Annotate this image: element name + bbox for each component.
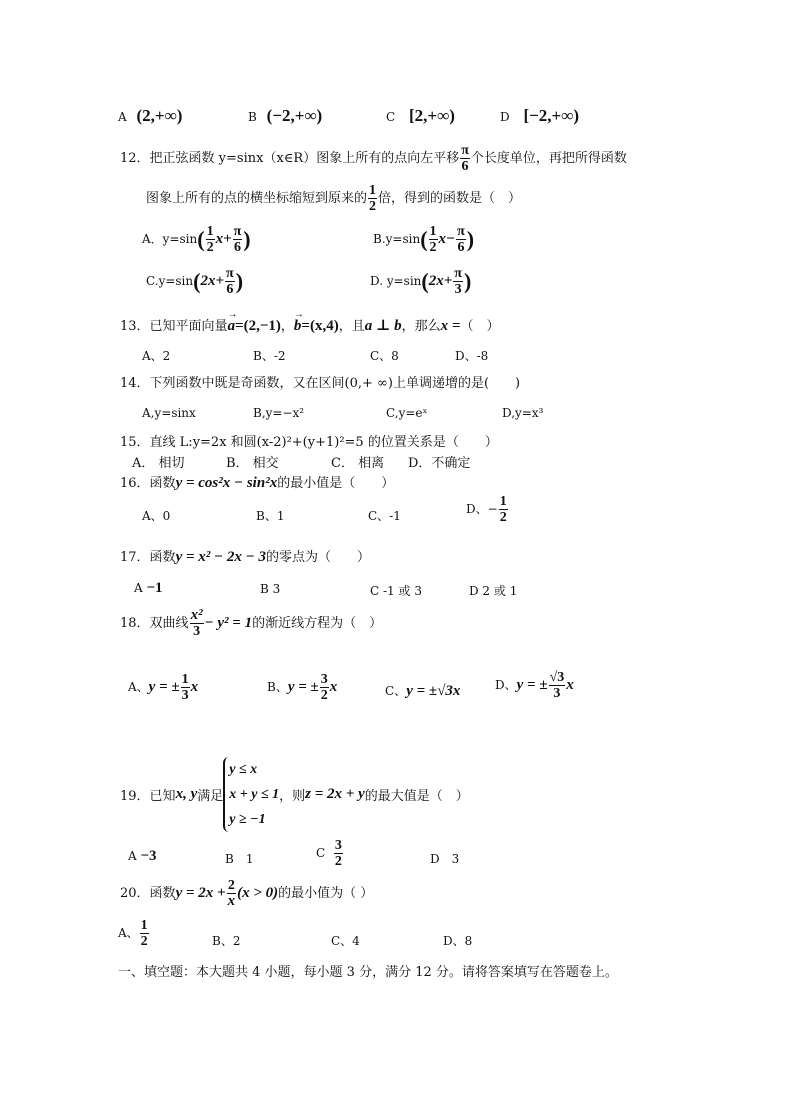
q17-option-a: A −1 — [134, 580, 163, 596]
q14-option-a: A,y=sinx — [142, 406, 196, 420]
q19-option-d: D 3 — [430, 852, 460, 866]
question-number: 12． — [120, 151, 150, 166]
q19-option-c: C $\frac{3}{2}$ — [316, 838, 342, 869]
q12-option-d: D. y=sin(2x+ $\frac{\pi}{3}$ ) — [370, 266, 472, 297]
q15-option-d: D．不确定 — [408, 456, 471, 471]
q20-option-b: B、2 — [212, 934, 241, 948]
question-text: 倍，得到的函数是（ ） — [378, 191, 522, 206]
option-expr: [2,+∞) — [409, 106, 455, 125]
q15-option-c: C． 相离 — [331, 456, 385, 471]
q12-stem-line2 — [146, 183, 521, 214]
q17-option-b: B 3 — [260, 582, 281, 596]
q11-option-b — [248, 106, 322, 126]
constraint-system: y ≤ x x + y ≤ 1 y ≥ −1 — [223, 757, 279, 832]
q20-option-c: C、4 — [331, 934, 360, 948]
question-text: 图象上所有的点的横坐标缩短到原来的 — [146, 191, 368, 206]
q17-stem: 17．函数y = x² − 2x − 3的零点为（ ） — [120, 549, 370, 565]
q14-option-b: B,y=−x² — [253, 406, 305, 420]
q16-option-a: A、0 — [142, 509, 171, 523]
q16-option-d: D、− $\frac{1}{2}$ — [466, 494, 507, 525]
q16-option-c: C、-1 — [368, 509, 401, 523]
q20-option-d: D、8 — [443, 934, 473, 948]
section-heading-fill-in: 一、填空题：本大题共 4 小题，每小题 3 分，满分 12 分。请将答案填写在答题卷上。 — [118, 965, 618, 980]
option-label: C — [386, 110, 396, 124]
option-label: D — [500, 110, 510, 124]
q16-stem: 16．函数y = cos²x − sin²x的最小值是（ ） — [120, 475, 395, 491]
q19-stem: 19．已知x, y满足 y ≤ x x + y ≤ 1 y ≥ −1 ，则z = 2x + y的最大值是（ ） — [120, 757, 469, 832]
option-label: B — [248, 110, 257, 124]
q19-option-b: B 1 — [225, 852, 254, 866]
question-text: 个长度单位，再把所得函数 — [470, 151, 627, 166]
q13-option-c: C、8 — [370, 349, 399, 363]
q12-option-b: B.y=sin( $\frac{1}{2}$ x− $\frac{\pi}{6}$ ) — [373, 224, 475, 255]
q13-option-d: D、-8 — [455, 349, 489, 363]
q20-stem: 20．函数y = 2x + $\frac{2}{x}$ (x > 0)的最小值为（ ） — [120, 878, 374, 909]
question-text: 把正弦函数 y=sinx（x∈R）图象上所有的点向左平移 — [149, 151, 460, 166]
q16-option-b: B、1 — [256, 509, 285, 523]
option-expr: (2,+∞) — [136, 106, 183, 125]
option-label: A — [118, 110, 127, 124]
fraction: $\frac{\pi}{6}$ — [461, 143, 469, 174]
q19-option-a: A −3 — [128, 848, 157, 864]
question-number: 13． — [120, 319, 150, 334]
q17-option-d: D 2 或 1 — [469, 584, 518, 598]
q13-option-b: B、-2 — [253, 349, 286, 363]
q15-option-b: B． 相交 — [226, 456, 279, 471]
q14-stem: 14．下列函数中既是奇函数，又在区间(0,+ ∞)上单调递增的是( ) — [120, 376, 521, 391]
q15-stem: 15．直线 L:y=2x 和圆(x-2)²+(y+1)²=5 的位置关系是（ ） — [120, 435, 498, 450]
q17-option-c: C -1 或 3 — [370, 584, 422, 598]
option-expr: (−2,+∞) — [266, 106, 323, 125]
q18-option-d: D、y = ± $\frac{√3}{3}$ x — [495, 670, 574, 701]
q18-option-b: B、y = ± $\frac{3}{2}$ x — [267, 672, 338, 703]
q11-option-a — [118, 106, 182, 126]
q13-option-a: A、2 — [142, 349, 171, 363]
q15-option-a: A． 相切 — [132, 456, 185, 471]
q14-option-c: C,y=eˣ — [386, 406, 428, 420]
q12-stem-line1 — [120, 143, 627, 174]
q18-option-c: C、y = ±√3x — [385, 683, 461, 699]
q20-option-a: A、 $\frac{1}{2}$ — [118, 918, 148, 949]
q11-option-c — [386, 106, 455, 126]
option-expr: [−2,+∞) — [523, 106, 580, 125]
q13-stem: 13．已知平面向量→ a=(2,−1)，→ b=(x,4)，且a ⊥ b，那么x =（ ） — [120, 315, 499, 335]
fraction: $\frac{1}{2}$ — [369, 183, 377, 214]
q12-option-a: A．y=sin( $\frac{1}{2}$ x+ $\frac{\pi}{6}$ ) — [142, 224, 251, 255]
q12-option-c: C.y=sin(2x+ $\frac{\pi}{6}$ ) — [146, 266, 244, 297]
q14-option-d: D,y=x³ — [502, 406, 544, 420]
q18-stem: 18．双曲线 $\frac{\text{x²}}{3}$ − y² = 1的渐近线方程为（ ） — [120, 607, 383, 639]
q11-option-d — [500, 106, 579, 126]
q18-option-a: A、y = ± $\frac{1}{3}$ x — [128, 672, 199, 703]
